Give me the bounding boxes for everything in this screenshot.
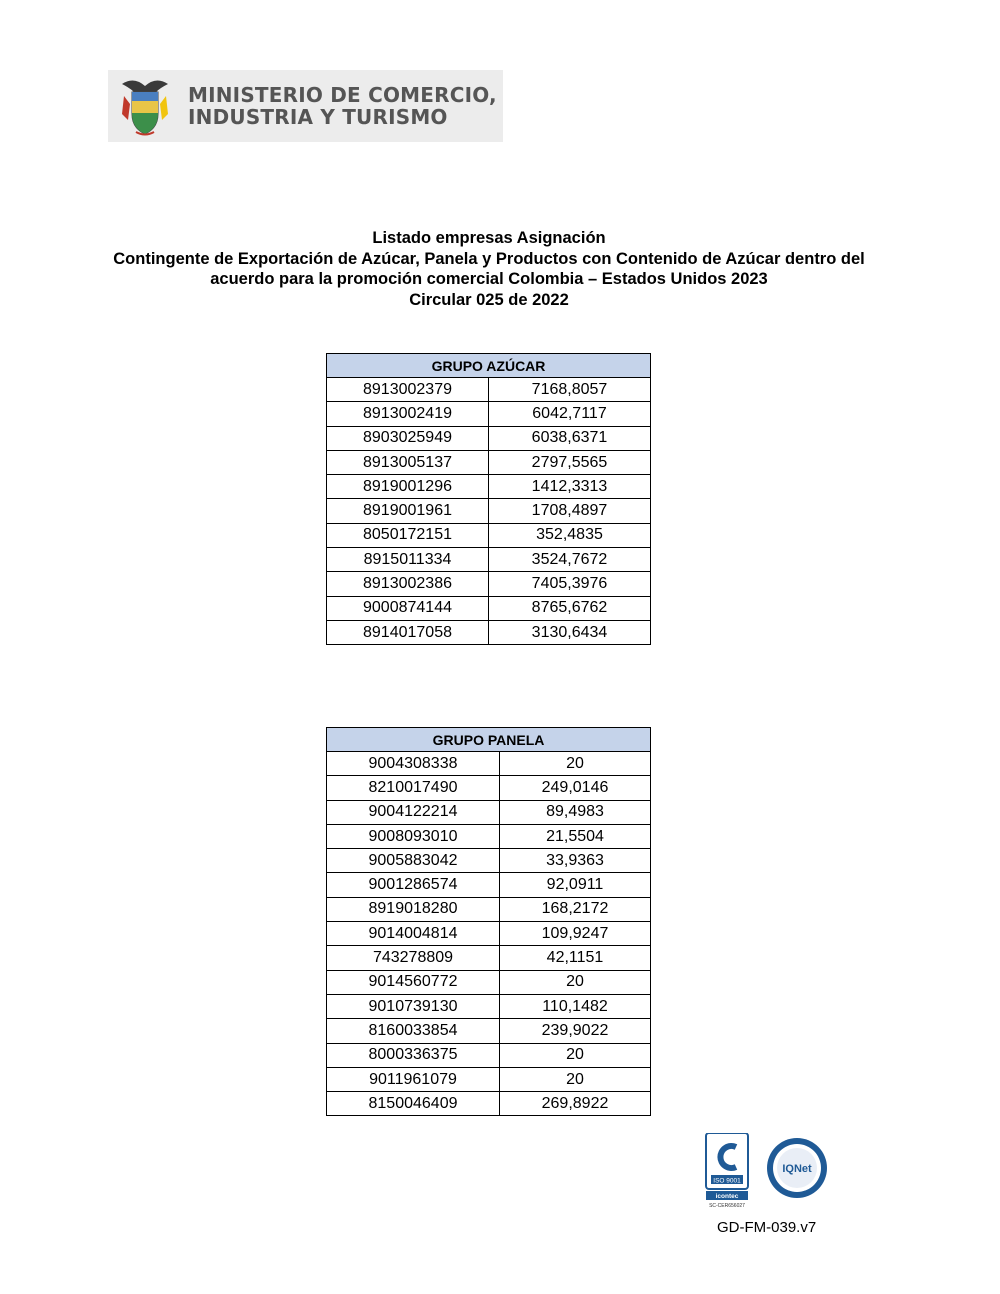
panela-quota-value: 42,1151 — [500, 946, 651, 970]
azucar-row — [327, 450, 651, 474]
azucar-company-id: 8913005137 — [327, 450, 489, 474]
panela-row — [327, 776, 651, 800]
title-line3: acuerdo para la promoción comercial Colombia – Estados Unidos 2023 — [210, 270, 768, 288]
azucar-row — [327, 475, 651, 499]
panela-company-id: 9011961079 — [327, 1067, 500, 1091]
azucar-quota-value: 6038,6371 — [489, 426, 651, 450]
azucar-row — [327, 548, 651, 572]
iqnet-certified-seal-icon — [767, 1138, 827, 1198]
panela-row — [327, 873, 651, 897]
grupo-panela-table — [326, 727, 651, 1116]
ministry-logo — [108, 70, 503, 142]
panela-quota-value: 20 — [500, 1067, 651, 1091]
azucar-company-id: 9000874144 — [327, 596, 489, 620]
azucar-quota-value: 2797,5565 — [489, 450, 651, 474]
title-line1: Listado empresas Asignación — [372, 229, 606, 247]
panela-quota-value: 269,8922 — [500, 1092, 651, 1116]
panela-company-id: 8160033854 — [327, 1019, 500, 1043]
panela-row — [327, 970, 651, 994]
azucar-quota-value: 8765,6762 — [489, 596, 651, 620]
panela-row — [327, 1043, 651, 1067]
panela-company-id: 743278809 — [327, 946, 500, 970]
azucar-quota-value: 352,4835 — [489, 523, 651, 547]
panela-quota-value: 249,0146 — [500, 776, 651, 800]
panela-row — [327, 1092, 651, 1116]
azucar-row — [327, 523, 651, 547]
panela-company-id: 8150046409 — [327, 1092, 500, 1116]
title-line4: Circular 025 de 2022 — [409, 290, 569, 309]
panela-quota-value: 21,5504 — [500, 824, 651, 848]
panela-company-id: 9005883042 — [327, 849, 500, 873]
azucar-quota-value: 7168,8057 — [489, 378, 651, 402]
panela-row — [327, 897, 651, 921]
panela-company-id: 9014560772 — [327, 970, 500, 994]
panela-quota-value: 239,9022 — [500, 1019, 651, 1043]
ministry-name-line1: MINISTERIO DE COMERCIO, — [188, 83, 497, 107]
azucar-company-id: 8903025949 — [327, 426, 489, 450]
panela-company-id: 8210017490 — [327, 776, 500, 800]
panela-row — [327, 1067, 651, 1091]
icontec-code-text: SC-CER656027 — [709, 1203, 745, 1209]
panela-row — [327, 849, 651, 873]
grupo-panela-header: GRUPO PANELA — [327, 728, 651, 752]
panela-row — [327, 946, 651, 970]
azucar-company-id: 8913002379 — [327, 378, 489, 402]
panela-company-id: 9004122214 — [327, 800, 500, 824]
azucar-company-id: 8914017058 — [327, 620, 489, 644]
panela-quota-value: 33,9363 — [500, 849, 651, 873]
azucar-quota-value: 1708,4897 — [489, 499, 651, 523]
panela-company-id: 9010739130 — [327, 994, 500, 1018]
icontec-iso-9001-seal-icon — [706, 1133, 748, 1209]
panela-company-id: 9001286574 — [327, 873, 500, 897]
document-title — [60, 228, 918, 310]
colombia-coat-of-arms-icon — [116, 74, 174, 138]
ministry-name — [188, 84, 497, 128]
panela-row — [327, 752, 651, 776]
panela-quota-value: 109,9247 — [500, 922, 651, 946]
grupo-azucar-table — [326, 353, 651, 645]
form-code: GD-FM-039.v7 — [717, 1219, 817, 1236]
azucar-company-id: 8913002386 — [327, 572, 489, 596]
panela-company-id: 9004308338 — [327, 752, 500, 776]
ministry-name-line2: INDUSTRIA Y TURISMO — [188, 105, 448, 129]
icontec-iso-text: ISO 9001 — [713, 1177, 741, 1185]
azucar-row — [327, 426, 651, 450]
panela-quota-value: 92,0911 — [500, 873, 651, 897]
panela-row — [327, 1019, 651, 1043]
azucar-row — [327, 620, 651, 644]
azucar-quota-value: 3130,6434 — [489, 620, 651, 644]
panela-row — [327, 994, 651, 1018]
azucar-row — [327, 596, 651, 620]
panela-quota-value: 110,1482 — [500, 994, 651, 1018]
azucar-row — [327, 378, 651, 402]
panela-row — [327, 922, 651, 946]
azucar-quota-value: 7405,3976 — [489, 572, 651, 596]
panela-company-id: 8919018280 — [327, 897, 500, 921]
panela-company-id: 9008093010 — [327, 824, 500, 848]
azucar-row — [327, 402, 651, 426]
panela-company-id: 8000336375 — [327, 1043, 500, 1067]
panela-quota-value: 168,2172 — [500, 897, 651, 921]
panela-quota-value: 20 — [500, 970, 651, 994]
azucar-company-id: 8050172151 — [327, 523, 489, 547]
panela-row — [327, 800, 651, 824]
grupo-azucar-header: GRUPO AZÚCAR — [327, 354, 651, 378]
azucar-company-id: 8915011334 — [327, 548, 489, 572]
azucar-quota-value: 6042,7117 — [489, 402, 651, 426]
azucar-quota-value: 3524,7672 — [489, 548, 651, 572]
azucar-row — [327, 499, 651, 523]
azucar-quota-value: 1412,3313 — [489, 475, 651, 499]
azucar-company-id: 8919001296 — [327, 475, 489, 499]
azucar-row — [327, 572, 651, 596]
panela-quota-value: 20 — [500, 1043, 651, 1067]
icontec-brand-text: icontec — [715, 1193, 739, 1200]
panela-company-id: 9014004814 — [327, 922, 500, 946]
panela-row — [327, 824, 651, 848]
panela-quota-value: 20 — [500, 752, 651, 776]
panela-quota-value: 89,4983 — [500, 800, 651, 824]
azucar-company-id: 8919001961 — [327, 499, 489, 523]
azucar-company-id: 8913002419 — [327, 402, 489, 426]
certification-seals — [704, 1133, 834, 1209]
iqnet-text: IQNet — [782, 1163, 812, 1175]
title-line2: Contingente de Exportación de Azúcar, Panela y Productos con Contenido de Azúcar dentro del — [113, 249, 865, 268]
